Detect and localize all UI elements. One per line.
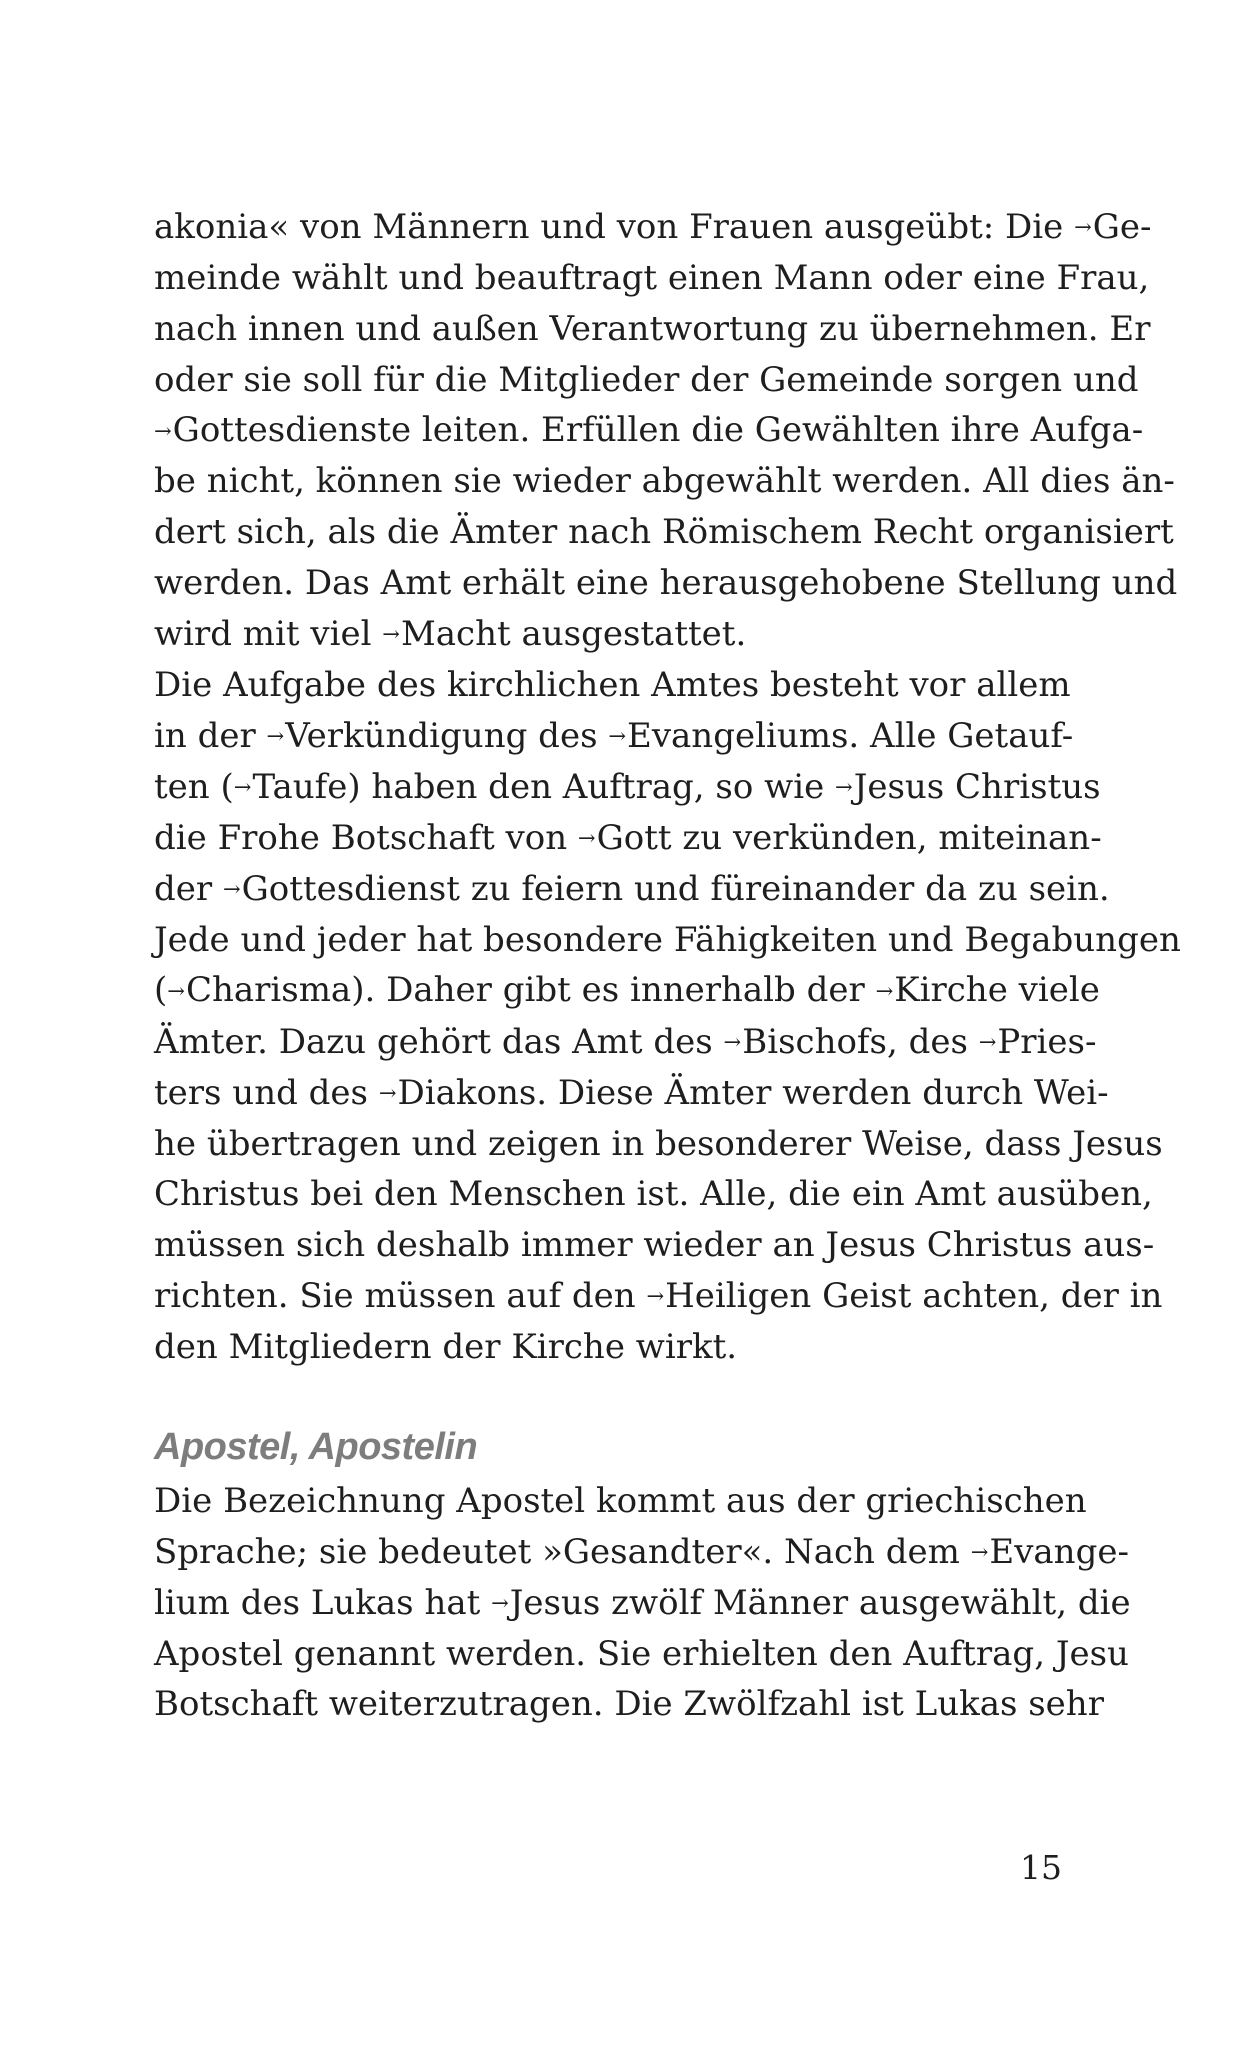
text-line: der →Gottesdienst zu feiern und füreinander da zu sein. <box>154 868 1110 909</box>
text-line: den Mitgliedern der Kirche wirkt. <box>154 1326 738 1367</box>
text-line: Botschaft weiterzutragen. Die Zwölfzahl ist Lukas sehr <box>154 1684 1104 1725</box>
text-line: ten (→Taufe) haben den Auftrag, so wie →Jesus Christus <box>154 766 1101 807</box>
text-line: nach innen und außen Verantwortung zu übernehmen. Er <box>154 308 1151 349</box>
cross-reference-arrow-icon: → <box>233 773 252 799</box>
paragraph-amt-task <box>154 660 1181 1373</box>
cross-reference-arrow-icon: → <box>154 417 172 443</box>
cross-reference-arrow-icon: → <box>378 1079 397 1105</box>
text-line: lium des Lukas hat →Jesus zwölf Männer ausgewählt, die <box>154 1582 1131 1623</box>
cross-reference-arrow-icon: → <box>382 621 400 647</box>
cross-reference-arrow-icon: → <box>266 722 285 748</box>
page-body <box>154 202 1181 1730</box>
text-line: be nicht, können sie wieder abgewählt werden. All dies än- <box>154 461 1175 502</box>
text-line: Christus bei den Menschen ist. Alle, die ein Amt ausüben, <box>154 1174 1153 1215</box>
cross-reference-arrow-icon: → <box>835 773 853 799</box>
cross-reference-arrow-icon: → <box>167 977 185 1003</box>
cross-reference-arrow-icon: → <box>1074 214 1092 240</box>
text-line: he übertragen und zeigen in besonderer Weise, dass Jesus <box>154 1123 1163 1164</box>
text-line: Ämter. Dazu gehört das Amt des →Bischofs, des →Pries- <box>154 1021 1097 1062</box>
cross-reference-arrow-icon: → <box>577 824 596 850</box>
text-line: werden. Das Amt erhält eine herausgehobene Stellung und <box>154 563 1178 604</box>
text-line: dert sich, als die Ämter nach Römischem Recht organisiert <box>154 512 1174 553</box>
text-line: Die Bezeichnung Apostel kommt aus der griechischen <box>154 1480 1087 1521</box>
cross-reference-arrow-icon: → <box>875 977 894 1003</box>
text-line: →Gottesdienste leiten. Erfüllen die Gewählten ihre Aufga- <box>154 410 1144 451</box>
text-line: (→Charisma). Daher gibt es innerhalb der →Kirche viele <box>154 970 1100 1011</box>
text-line: müssen sich deshalb immer wieder an Jesus Christus aus- <box>154 1225 1155 1266</box>
text-line: ters und des →Diakons. Diese Ämter werden durch Wei- <box>154 1072 1109 1113</box>
entry-heading: Apostel, Apostelin <box>154 1425 478 1468</box>
text-line: in der →Verkündigung des →Evangeliums. Alle Getauf- <box>154 715 1074 756</box>
cross-reference-arrow-icon: → <box>970 1538 989 1564</box>
cross-reference-arrow-icon: → <box>491 1589 509 1615</box>
text-line: Die Aufgabe des kirchlichen Amtes besteht vor allem <box>154 664 1071 705</box>
text-line: Apostel genannt werden. Sie erhielten den Auftrag, Jesu <box>154 1633 1129 1674</box>
text-line: richten. Sie müssen auf den →Heiligen Geist achten, der in <box>154 1275 1163 1316</box>
cross-reference-arrow-icon: → <box>978 1028 997 1054</box>
text-line: wird mit viel →Macht ausgestattet. <box>154 613 747 654</box>
cross-reference-arrow-icon: → <box>222 875 241 901</box>
cross-reference-arrow-icon: → <box>646 1283 665 1309</box>
text-line: oder sie soll für die Mitglieder der Gemeinde sorgen und <box>154 359 1139 400</box>
text-line: die Frohe Botschaft von →Gott zu verkünden, miteinan- <box>154 817 1102 858</box>
paragraph-apostel <box>154 1476 1131 1730</box>
paragraph-amt-history <box>154 202 1178 660</box>
cross-reference-arrow-icon: → <box>723 1028 742 1054</box>
text-line: Sprache; sie bedeutet »Gesandter«. Nach dem →Evange- <box>154 1531 1129 1572</box>
page-number: 15 <box>1020 1848 1062 1887</box>
text-line: meinde wählt und beauftragt einen Mann oder eine Frau, <box>154 258 1150 299</box>
text-line: akonia« von Männern und von Frauen ausgeübt: Die →Ge- <box>154 207 1152 247</box>
cross-reference-arrow-icon: → <box>608 722 626 748</box>
text-line: Jede und jeder hat besondere Fähigkeiten und Begabungen <box>154 919 1181 960</box>
